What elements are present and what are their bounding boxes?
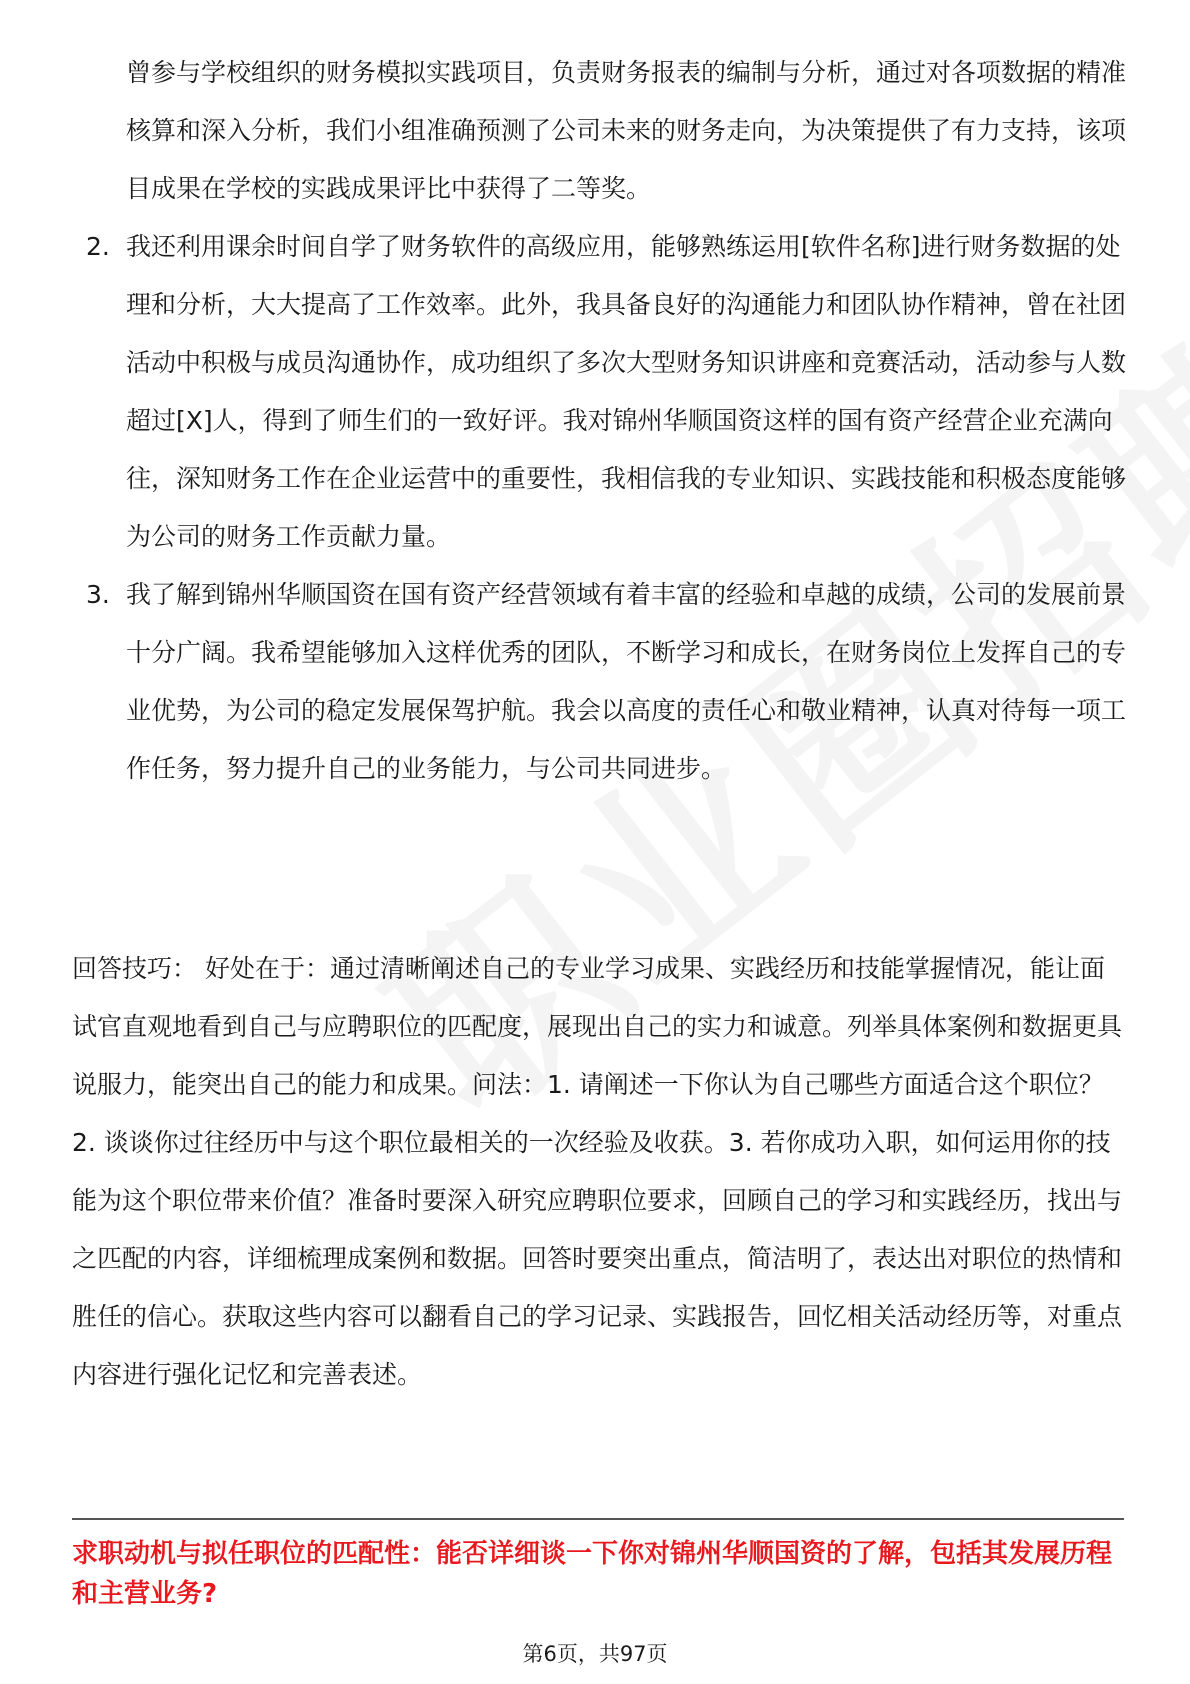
list-item-text: 我还利用课余时间自学了财务软件的高级应用，能够熟练运用[软件名称]进行财务数据的处理和分析，大大提高了工作效率。此外，我具备良好的沟通能力和团队协作精神，曾在社团活动中积极与成员沟通协作，成功组织了多次大型财务知识讲座和竞赛活动，活动参与人数超过[X]人，得到了师生们的一致好评。我对锦州华顺国资这样的国有资产经营企业充满向往，深知财务工作在企业运营中的重要性，我相信我的专业知识、实践技能和积极态度能够为公司的财务工作贡献力量。 [126,232,1127,551]
list-item-text: 曾参与学校组织的财务模拟实践项目，负责财务报表的编制与分析，通过对各项数据的精准核算和深入分析，我们小组准确预测了公司未来的财务走向，为决策提供了有力支持，该项目成果在学校的实践成果评比中获得了二等奖。 [126,58,1127,203]
list-item [72,566,1132,798]
list-item [72,218,1132,566]
interview-question: 求职动机与拟任职位的匹配性：能否详细谈一下你对锦州华顺国资的了解，包括其发展历程和主营业务? [72,1539,1113,1609]
list-item-number: 3. [86,580,110,609]
section-divider [72,1518,1124,1520]
answer-tips-paragraph: 回答技巧： 好处在于：通过清晰阐述自己的专业学习成果、实践经历和技能掌握情况，能让面试官直观地看到自己与应聘职位的匹配度，展现出自己的实力和诚意。列举具体案例和数据更具说服力，能突出自己的能力和成果。问法：1. 请阐述一下你认为自己哪些方面适合这个职位？2. 谈谈你过往经历中与这个职位最相关的一次经验及收获。3. 若你成功入职，如何运用你的技能为这个职位带来价值？准备时要深入研究应聘职位要求，回顾自己的学习和实践经历，找出与之匹配的内容，详细梳理成案例和数据。回答时要突出重点，简洁明了，表达出对职位的热情和胜任的信心。获取这些内容可以翻看自己的学习记录、实践报告，回忆相关活动经历等，对重点内容进行强化记忆和完善表述。 [72,954,1123,1389]
list-item-text: 我了解到锦州华顺国资在国有资产经营领域有着丰富的经验和卓越的成绩，公司的发展前景十分广阔。我希望能够加入这样优秀的团队，不断学习和成长，在财务岗位上发挥自己的专业优势，为公司的稳定发展保驾护航。我会以高度的责任心和敬业精神，认真对待每一项工作任务，努力提升自己的业务能力，与公司共同进步。 [126,580,1127,783]
page-number: 第6页，共97页 [522,1642,668,1666]
list-item-number: 2. [86,232,110,261]
answer-list [72,44,1132,798]
list-item [72,44,1132,218]
